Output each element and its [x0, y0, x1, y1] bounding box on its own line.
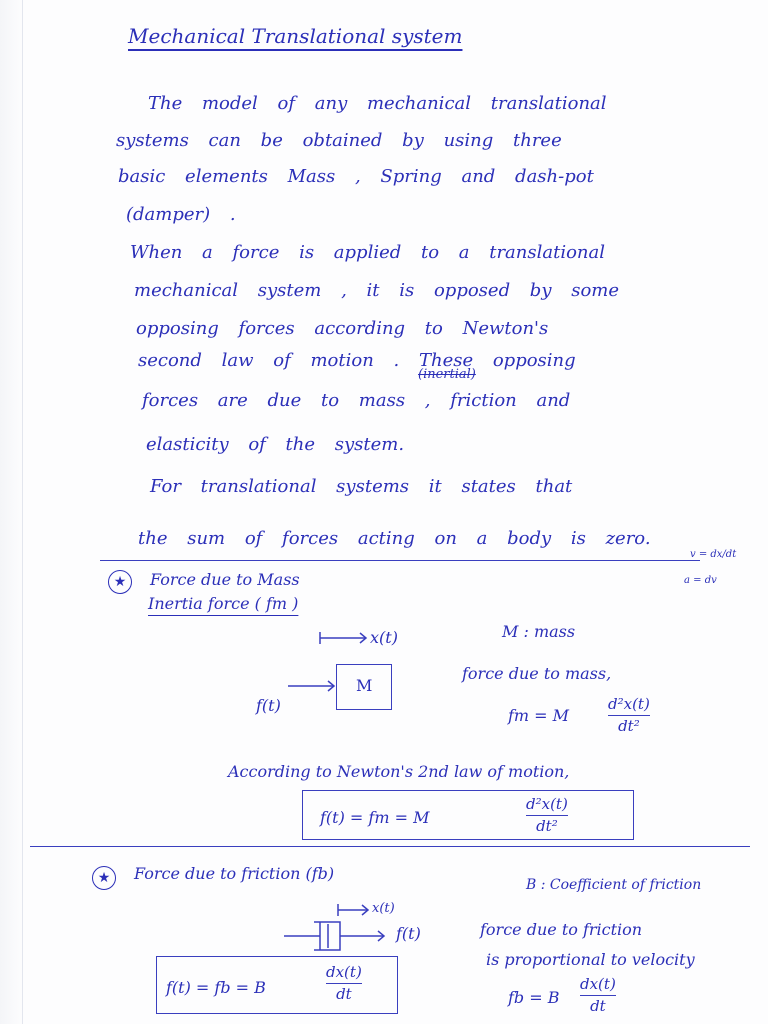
mass-eq-lhs: fm = M	[508, 706, 570, 725]
friction-heading: Force due to friction (fb)	[134, 864, 335, 883]
mass-desc: force due to mass,	[462, 664, 612, 683]
intro-line-4: (damper) .	[126, 204, 236, 225]
mass-arrow-label: x(t)	[370, 628, 398, 647]
dashpot-icon	[284, 916, 404, 956]
para2-line-1: When a force is applied to a translational	[130, 242, 606, 263]
friction-eq-den: dt	[590, 996, 606, 1015]
friction-boxed-den: dt	[336, 984, 352, 1003]
star-icon: ★	[108, 570, 132, 594]
mass-legend: M : mass	[502, 622, 576, 641]
fraction-bar	[326, 983, 362, 984]
section-divider-1	[100, 560, 700, 561]
mass-boxed-fraction	[526, 796, 568, 834]
fraction-bar	[526, 815, 568, 816]
mass-eq-fraction	[608, 696, 650, 734]
para2-line-6: elasticity of the system.	[146, 434, 405, 455]
section-divider-2	[30, 846, 750, 847]
mass-block-label: M	[356, 676, 373, 695]
star-icon: ★	[92, 866, 116, 890]
mass-subheading: Inertia force ( fm )	[148, 594, 299, 613]
mass-boxed-den: dt²	[536, 816, 558, 835]
margin-line	[22, 0, 23, 1024]
intro-line-3: basic elements Mass , Spring and dash-pot	[118, 166, 594, 187]
para3-line-1: For translational systems it states that	[150, 476, 573, 497]
friction-desc-2: is proportional to velocity	[486, 950, 695, 969]
para2-line-3: opposing forces according to Newton's	[136, 318, 549, 339]
friction-force-label: f(t)	[396, 924, 421, 943]
para2-line-2: mechanical system , it is opposed by some	[134, 280, 620, 301]
newton-line: According to Newton's 2nd law of motion,	[228, 762, 570, 781]
mass-eq-den: dt²	[618, 716, 640, 735]
para3-line-2: the sum of forces acting on a body is zero.	[138, 528, 651, 549]
fraction-bar	[608, 715, 650, 716]
margin-note-top: v = dx/dt	[690, 549, 737, 560]
para2-line-5: forces are due to mass , friction and	[142, 390, 571, 411]
intro-line-1: The model of any mechanical translational	[148, 93, 607, 114]
friction-eq-lhs: fb = B	[508, 988, 560, 1007]
friction-legend: B : Coefficient of friction	[526, 877, 702, 893]
fraction-bar	[580, 995, 616, 996]
friction-arrow-label: x(t)	[372, 901, 395, 916]
friction-boxed-lhs: f(t) = fb = B	[166, 978, 266, 997]
friction-eq-fraction	[580, 976, 616, 1014]
para2-line-4: second law of motion . These opposing	[138, 350, 576, 371]
friction-desc-1: force due to friction	[480, 920, 643, 939]
page-title: Mechanical Translational system	[128, 24, 463, 48]
struck-word: (inertial)	[418, 367, 476, 382]
mass-force-label: f(t)	[256, 696, 281, 715]
mass-eq-num: d²x(t)	[608, 695, 650, 713]
force-arrow-icon	[288, 676, 338, 696]
friction-boxed-num: dx(t)	[326, 963, 362, 981]
mass-heading: Force due to Mass	[150, 570, 300, 589]
mass-boxed-num: d²x(t)	[526, 795, 568, 813]
friction-boxed-fraction	[326, 964, 362, 1002]
intro-line-2: systems can be obtained by using three	[116, 130, 562, 151]
mass-boxed-lhs: f(t) = fm = M	[320, 808, 430, 827]
margin-note-bottom: a = dv	[684, 575, 717, 586]
friction-eq-num: dx(t)	[580, 975, 616, 993]
